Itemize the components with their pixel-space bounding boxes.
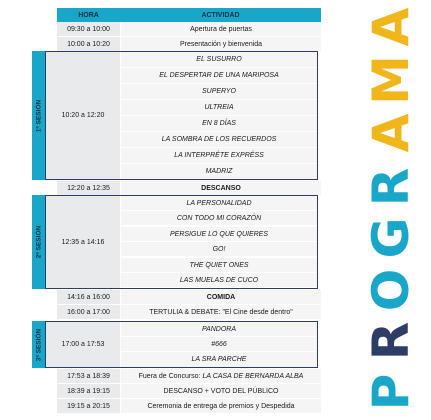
film-title: LA SOMBRA DE LOS RECUERDOS (121, 132, 317, 147)
row-time: 17:53 a 18:39 (57, 369, 120, 383)
row-time: 18:39 a 19:15 (57, 384, 120, 398)
activity-film-title: LA CASA DE BERNARDA ALBA (202, 372, 304, 380)
activity-prefix: Fuera de Concurso: (138, 372, 203, 380)
film-title: EL DESPERTAR DE UNA MARIPOSA (121, 68, 317, 83)
title-letter: P (362, 373, 420, 411)
title-letter: A (362, 113, 420, 153)
session-1-label: 1ª SESIÓN (32, 51, 45, 180)
film-title: SUPERYO (121, 84, 317, 99)
film-title: #666 (121, 337, 317, 351)
title-letter: R (362, 321, 420, 361)
row-time: 12:20 a 12:35 (57, 181, 120, 195)
row-activity: DESCANSO (121, 181, 321, 195)
session-1-time: 10:20 a 12:20 (46, 52, 120, 179)
film-title: MADRIZ (121, 164, 317, 179)
film-title: LA PERSONALIDAD (121, 196, 317, 210)
row-activity: Ceremonia de entrega de premios y Despedida (121, 399, 321, 413)
row-time: 19:15 a 20:15 (57, 399, 120, 413)
program-side-title (362, 2, 420, 416)
row-activity: DESCANSO + VOTO DEL PÚBLICO (121, 384, 321, 398)
row-activity (121, 369, 321, 383)
film-title: GO! (121, 242, 317, 256)
film-title: THE QUIET ONES (121, 258, 317, 272)
session-2-time: 12:35 a 14:16 (46, 196, 120, 288)
film-title: LAS MUELAS DE CUCO (121, 273, 317, 287)
title-letter: R (362, 167, 420, 207)
film-title: PERSIGUE LO QUE QUIERES (121, 227, 317, 241)
title-letter: G (362, 217, 420, 259)
session-2-label: 2ª SESIÓN (32, 195, 45, 289)
session-3-time: 17:00 a 17:53 (46, 322, 120, 367)
session-3-label: 3ª SESIÓN (32, 321, 45, 368)
film-title: LA SRA PARCHE (121, 352, 317, 367)
film-title: LA INTERPRÉTE EXPRÉSS (121, 148, 317, 163)
header-activity: ACTIVIDAD (120, 8, 321, 22)
row-time: 09:30 a 10:00 (57, 22, 120, 36)
film-title: CON TODO MI CORAZÓN (121, 211, 317, 225)
row-activity: Apertura de puertas (121, 22, 321, 36)
film-title: EL SUSURRO (121, 52, 317, 67)
row-time: 16:00 a 17:00 (57, 305, 120, 319)
row-time: 14:16 a 16:00 (57, 290, 120, 304)
title-letter: A (362, 7, 420, 47)
row-activity: COMIDA (121, 290, 321, 304)
film-title: ULTREIA (121, 100, 317, 115)
row-activity: TERTULIA & DEBATE: "El Cine desde dentro" (121, 305, 321, 319)
row-activity: Presentación y bienvenida (121, 37, 321, 51)
title-letter: M (362, 55, 420, 105)
header-time: HORA (57, 8, 120, 22)
title-letter: O (362, 268, 420, 312)
film-title: EN 8 DÍAS (121, 116, 317, 131)
row-time: 10:00 a 10:20 (57, 37, 120, 51)
film-title: PANDORA (121, 322, 317, 336)
